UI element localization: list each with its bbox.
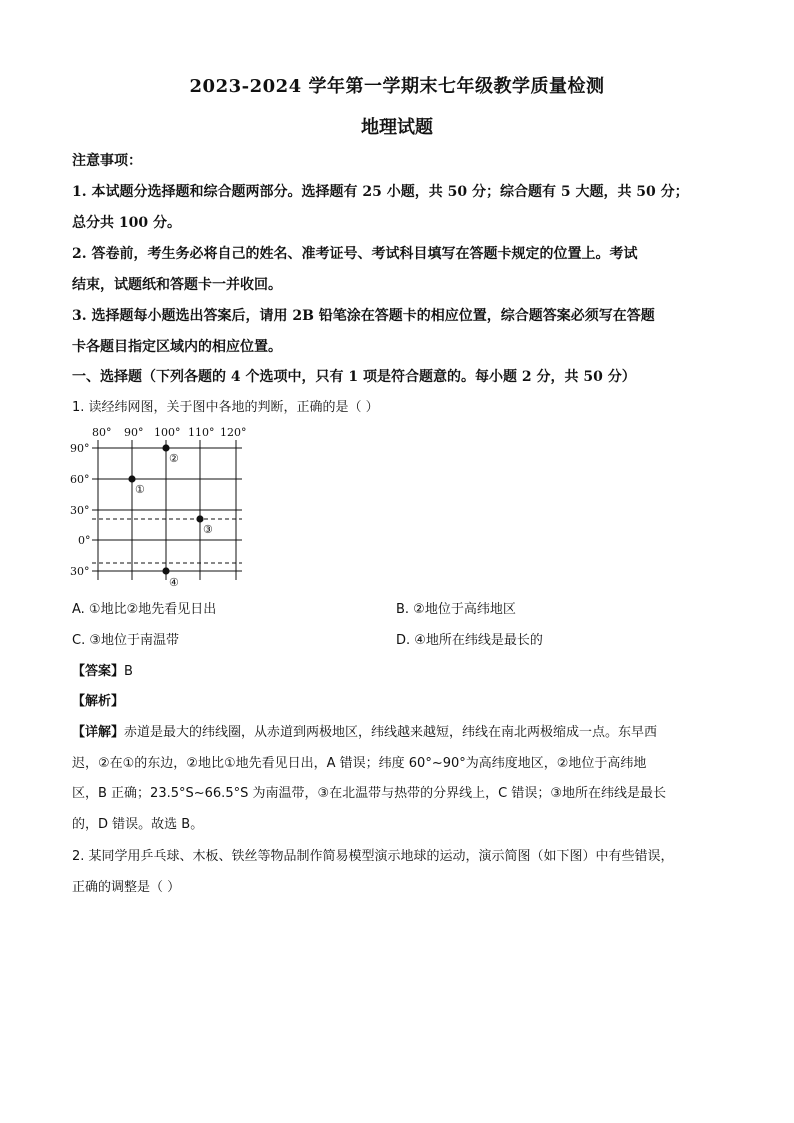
detail-section — [72, 718, 726, 840]
lat-label: 30° — [70, 565, 90, 578]
subject-title: 地理试题 — [361, 117, 433, 138]
point-label: ② — [169, 452, 179, 465]
lat-lon-grid-map — [66, 422, 256, 592]
point-1-marker — [128, 475, 135, 482]
parallels — [92, 448, 242, 571]
notes-section — [72, 146, 732, 363]
notes-line: 2. 答卷前，考生务必将自己的姓名、准考证号、考试科目填写在答题卡规定的位置上。考试 — [72, 246, 638, 262]
analysis-line — [72, 690, 124, 709]
question-2-stem — [72, 842, 726, 903]
lon-label: 90° — [124, 426, 144, 439]
exam-title: 2023-2024 学年第一学期末七年级教学质量检测 — [189, 76, 605, 97]
detail-line: 的，D 错误。故选 B。 — [72, 816, 204, 832]
detail-line: 区，B 正确；23.5°S~66.5°S 为南温带，③在北温带与热带的分界线上，C 错误；③地所在纬线是最长 — [72, 786, 666, 801]
lat-label: 90° — [70, 442, 90, 455]
lat-label: 0° — [78, 534, 91, 547]
notes-line: 1. 本试题分选择题和综合题两部分。选择题有 25 小题，共 50 分；综合题有 5 大题，共 50 分； — [72, 184, 689, 200]
option-c: C. ③地位于南温带 — [72, 633, 179, 648]
answer-tag: 【答案】 — [72, 664, 125, 679]
lon-label: 120° — [220, 426, 247, 439]
notes-line: 总分共 100 分。 — [72, 215, 181, 231]
tropic-lines — [92, 519, 242, 563]
lon-label: 100° — [154, 426, 181, 439]
lon-label: 110° — [188, 426, 215, 439]
notes-line: 结束，试题纸和答题卡一并收回。 — [72, 277, 282, 293]
question-1-stem: 1. 读经纬网图，关于图中各地的判断，正确的是（ ） — [72, 400, 379, 415]
detail-text: 赤道是最大的纬线圈，从赤道到两极地区，纬线越来越短，纬线在南北两极缩成一点。东早西 — [124, 725, 658, 740]
option-a: A. ①地比②地先看见日出 — [72, 602, 217, 617]
lon-label: 80° — [92, 426, 112, 439]
answer-value: B — [124, 664, 133, 679]
option-b: B. ②地位于高纬地区 — [396, 602, 516, 617]
question-2-line: 正确的调整是（ ） — [72, 879, 181, 895]
lat-label: 60° — [70, 473, 90, 486]
notes-line: 卡各题目指定区域内的相应位置。 — [72, 339, 282, 355]
detail-line: 迟，②在①的东边，②地比①地先看见日出，A 错误；纬度 60°~90°为高纬度地区，②地位于高纬地 — [72, 755, 647, 771]
point-3-marker — [196, 515, 203, 522]
question-2-line: 2. 某同学用乒乓球、木板、铁丝等物品制作简易模型演示地球的运动，演示简图（如下图）中有些错误， — [72, 849, 674, 864]
point-4-marker — [162, 567, 169, 574]
notes-line: 3. 选择题每小题选出答案后，请用 2B 铅笔涂在答题卡的相应位置，综合题答案必须写在答题 — [72, 308, 655, 324]
analysis-tag: 【解析】 — [72, 694, 125, 709]
point-label: ① — [135, 483, 145, 496]
section-heading: 一、选择题（下列各题的 4 个选项中，只有 1 项是符合题意的。每小题 2 分，共 50 分） — [72, 369, 636, 385]
point-label: ④ — [169, 576, 179, 589]
answer-line — [72, 660, 133, 679]
notes-heading: 注意事项： — [72, 153, 142, 169]
point-label: ③ — [203, 523, 213, 536]
point-2-marker — [162, 444, 169, 451]
option-d: D. ④地所在纬线是最长的 — [396, 633, 543, 648]
detail-line — [72, 718, 726, 749]
detail-tag: 【详解】 — [72, 725, 125, 740]
lat-label: 30° — [70, 504, 90, 517]
